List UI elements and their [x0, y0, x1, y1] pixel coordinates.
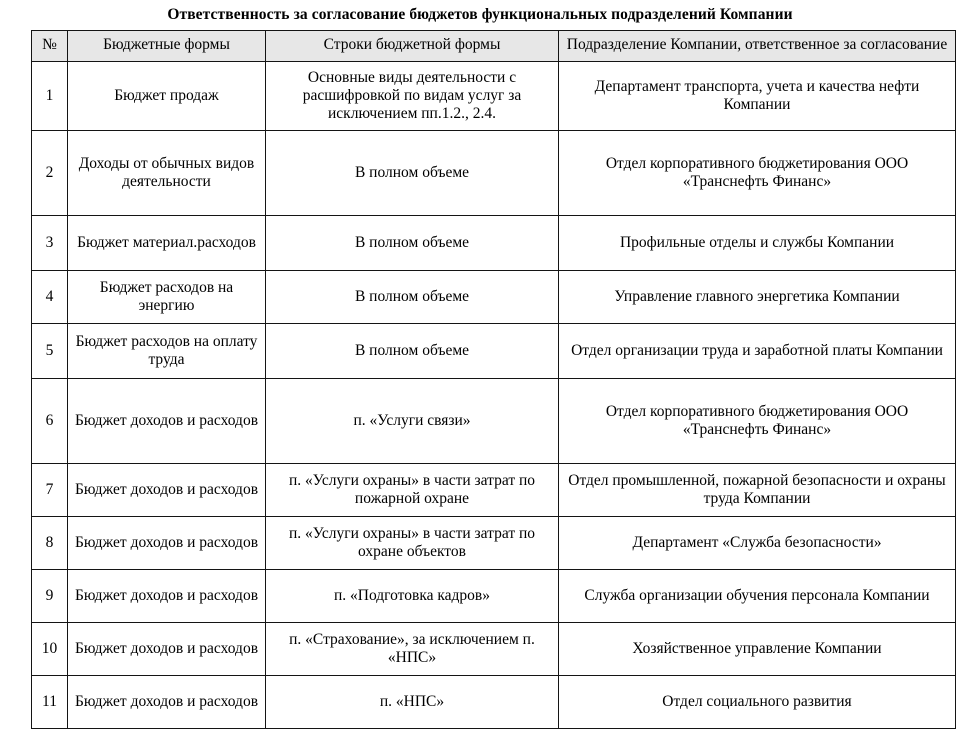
cell-responsible-division: Профильные отделы и службы Компании [559, 216, 956, 271]
cell-budget-form: Доходы от обычных видов деятельности [68, 131, 266, 216]
cell-budget-form-lines: В полном объеме [266, 271, 559, 324]
cell-budget-form-lines: п. «Страхование», за исключением п. «НПС» [266, 623, 559, 676]
table-row [32, 379, 956, 464]
budget-responsibility-table [31, 30, 956, 729]
cell-budget-form: Бюджет доходов и расходов [68, 676, 266, 729]
cell-budget-form: Бюджет доходов и расходов [68, 464, 266, 517]
cell-budget-form: Бюджет материал.расходов [68, 216, 266, 271]
cell-row-number: 2 [32, 131, 68, 216]
cell-responsible-division: Управление главного энергетика Компании [559, 271, 956, 324]
column-header-number: № [32, 31, 68, 62]
table-row [32, 216, 956, 271]
cell-budget-form-lines: п. «Услуги связи» [266, 379, 559, 464]
table-row [32, 324, 956, 379]
cell-responsible-division: Отдел социального развития [559, 676, 956, 729]
table-row [32, 271, 956, 324]
cell-budget-form: Бюджет доходов и расходов [68, 570, 266, 623]
table-row [32, 623, 956, 676]
cell-budget-form-lines: В полном объеме [266, 324, 559, 379]
cell-row-number: 8 [32, 517, 68, 570]
cell-row-number: 11 [32, 676, 68, 729]
cell-budget-form: Бюджет доходов и расходов [68, 379, 266, 464]
cell-responsible-division: Хозяйственное управление Компании [559, 623, 956, 676]
cell-row-number: 7 [32, 464, 68, 517]
cell-row-number: 3 [32, 216, 68, 271]
cell-row-number: 9 [32, 570, 68, 623]
cell-responsible-division: Департамент «Служба безопасности» [559, 517, 956, 570]
cell-budget-form-lines: В полном объеме [266, 131, 559, 216]
cell-budget-form-lines: п. «НПС» [266, 676, 559, 729]
cell-row-number: 4 [32, 271, 68, 324]
cell-responsible-division: Департамент транспорта, учета и качества нефти Компании [559, 62, 956, 131]
cell-budget-form-lines: п. «Услуги охраны» в части затрат по охране объектов [266, 517, 559, 570]
table-body [32, 62, 956, 729]
cell-row-number: 10 [32, 623, 68, 676]
cell-row-number: 5 [32, 324, 68, 379]
table-row [32, 62, 956, 131]
table-row [32, 676, 956, 729]
cell-responsible-division: Отдел организации труда и заработной платы Компании [559, 324, 956, 379]
table-header-row [32, 31, 956, 62]
cell-budget-form: Бюджет доходов и расходов [68, 623, 266, 676]
column-header-budget-form-lines: Строки бюджетной формы [266, 31, 559, 62]
cell-responsible-division: Служба организации обучения персонала Компании [559, 570, 956, 623]
table-container [31, 30, 955, 729]
table-row [32, 517, 956, 570]
cell-budget-form-lines: Основные виды деятельности с расшифровкой по видам услуг за исключением пп.1.2., 2.4. [266, 62, 559, 131]
cell-budget-form-lines: В полном объеме [266, 216, 559, 271]
cell-budget-form-lines: п. «Подготовка кадров» [266, 570, 559, 623]
cell-budget-form: Бюджет продаж [68, 62, 266, 131]
table-row [32, 464, 956, 517]
cell-budget-form: Бюджет доходов и расходов [68, 517, 266, 570]
page-title: Ответственность за согласование бюджетов функциональных подразделений Компании [167, 6, 793, 23]
table-row [32, 570, 956, 623]
cell-responsible-division: Отдел корпоративного бюджетирования ООО «Транснефть Финанс» [559, 379, 956, 464]
table-header [32, 31, 956, 62]
cell-responsible-division: Отдел промышленной, пожарной безопасности и охраны труда Компании [559, 464, 956, 517]
cell-budget-form-lines: п. «Услуги охраны» в части затрат по пожарной охране [266, 464, 559, 517]
column-header-budget-form: Бюджетные формы [68, 31, 266, 62]
cell-row-number: 1 [32, 62, 68, 131]
cell-row-number: 6 [32, 379, 68, 464]
cell-budget-form: Бюджет расходов на оплату труда [68, 324, 266, 379]
table-row [32, 131, 956, 216]
column-header-responsible-division: Подразделение Компании, ответственное за согласование [559, 31, 956, 62]
cell-responsible-division: Отдел корпоративного бюджетирования ООО «Транснефть Финанс» [559, 131, 956, 216]
cell-budget-form: Бюджет расходов на энергию [68, 271, 266, 324]
